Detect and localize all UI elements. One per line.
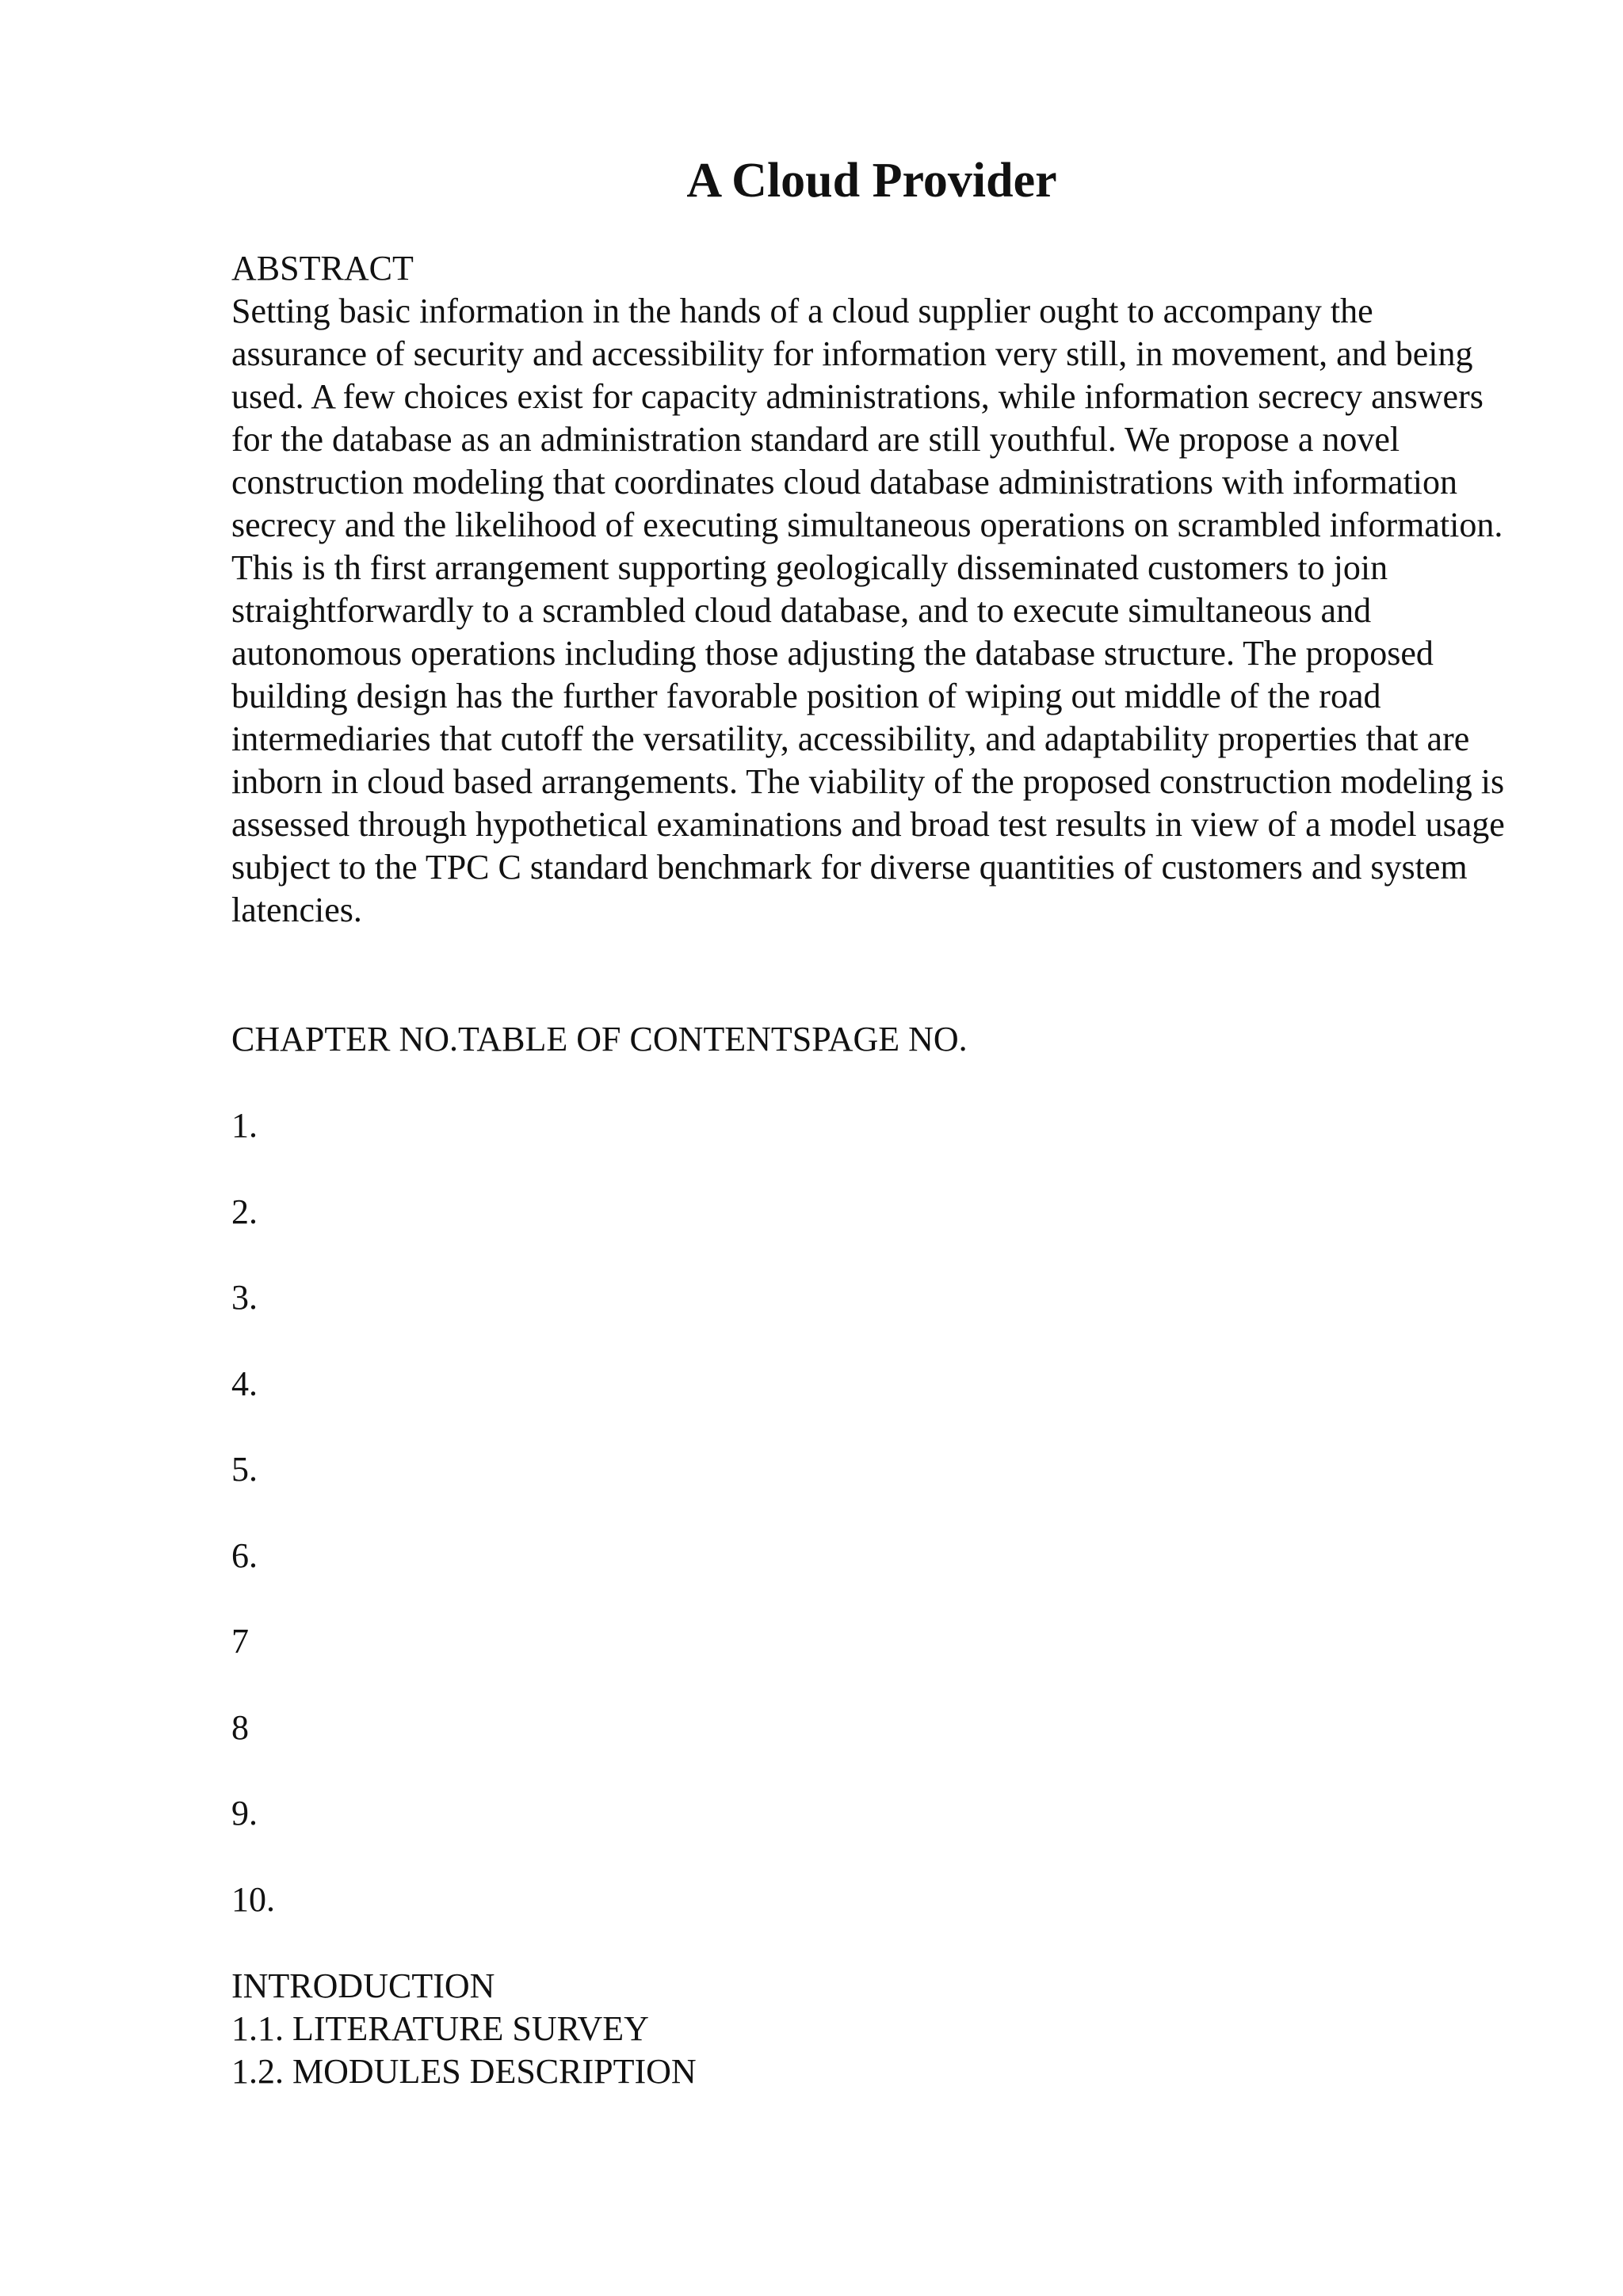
introduction-item: 1.1. LITERATURE SURVEY xyxy=(231,2009,649,2048)
toc-item: 10. xyxy=(231,1879,275,1919)
toc-header: CHAPTER NO.TABLE OF CONTENTSPAGE NO. xyxy=(231,1020,968,1058)
toc-item: 4. xyxy=(231,1363,258,1403)
introduction-section xyxy=(231,1965,697,2093)
toc-item: 1. xyxy=(231,1106,258,1145)
introduction-item: 1.2. MODULES DESCRIPTION xyxy=(231,2052,697,2091)
toc-item: 8 xyxy=(231,1707,249,1747)
toc-list xyxy=(231,1104,275,1964)
toc-item: 9. xyxy=(231,1794,258,1833)
toc-item: 5. xyxy=(231,1450,258,1489)
introduction-heading: INTRODUCTION xyxy=(231,1966,495,2005)
toc-item: 3. xyxy=(231,1278,258,1317)
toc-item: 7 xyxy=(231,1622,249,1661)
abstract-heading: ABSTRACT xyxy=(231,249,414,288)
document-title: A Cloud Provider xyxy=(686,154,1057,208)
toc-item: 2. xyxy=(231,1192,258,1231)
abstract-body: Setting basic information in the hands of a cloud supplier ought to accompany the assurance of security and accessibility for information very still, in movement, and being used. A few choices exist for capacity administrations, while information secrecy answers for the database as an administration standard are still youthful. We propose a novel construction modeling that coordinates cloud database administrations with information secrecy and the likelihood of executing simultaneous operations on scrambled information. This is th first arrangement supporting geologically disseminated customers to join straightforwardly to a scrambled cloud database, and to execute simultaneous and autonomous operations including those adjusting the database structure. The proposed building design has the further favorable position of wiping out middle of the road intermediaries that cutoff the versatility, accessibility, and adaptability properties that are inborn in cloud based arrangements. The viability of the proposed construction modeling is assessed through hypothetical examinations and broad test results in view of a model usage subject to the TPC C standard benchmark for diverse quantities of customers and system latencies. xyxy=(231,292,1505,929)
toc-item: 6. xyxy=(231,1535,258,1575)
